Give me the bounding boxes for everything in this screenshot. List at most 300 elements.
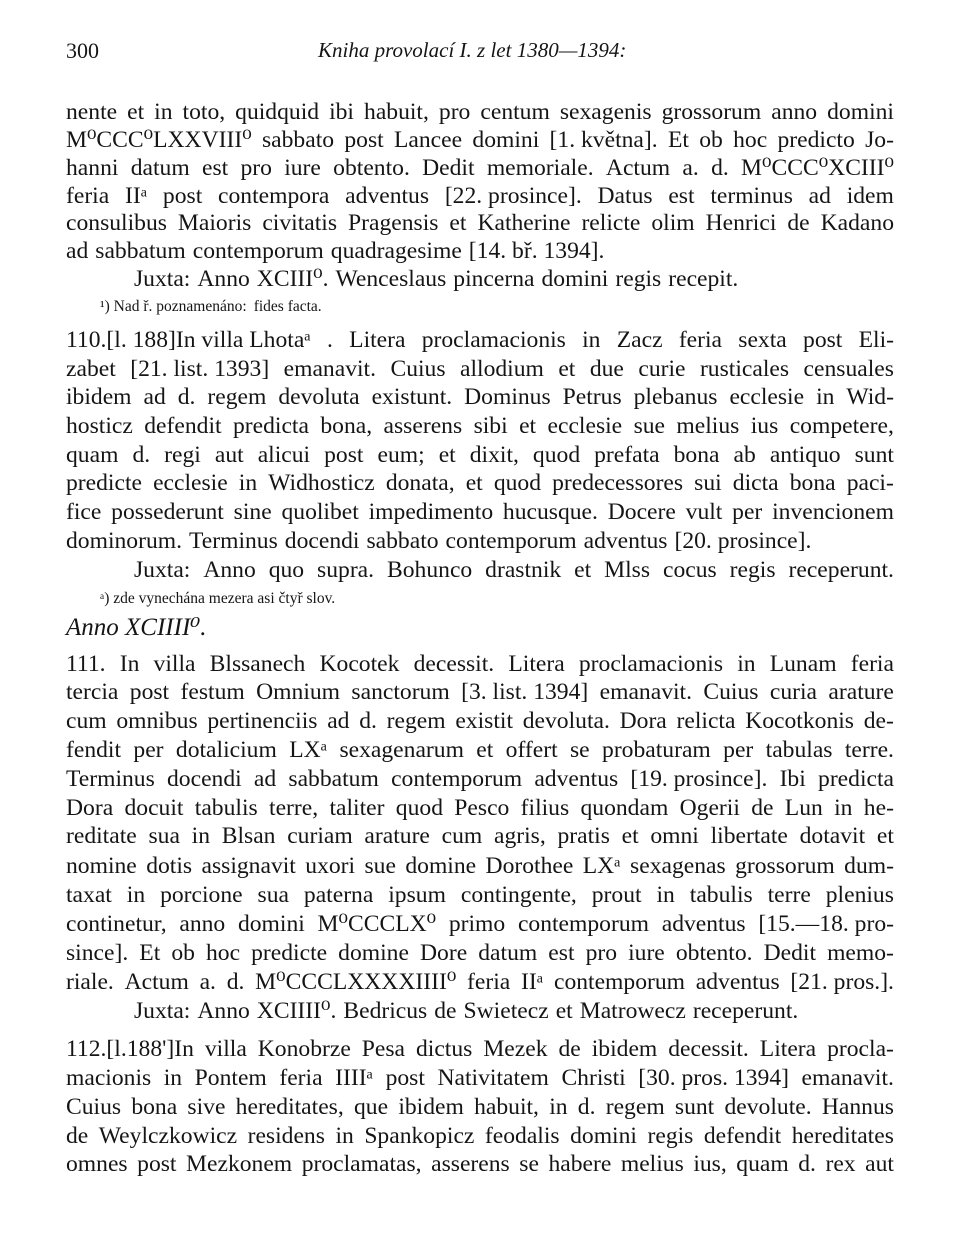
- text-line: [134, 264, 894, 294]
- word: rusticales: [699, 356, 790, 382]
- word: Datus: [597, 183, 653, 209]
- word: habere: [548, 1151, 612, 1177]
- text-line: [66, 382, 894, 412]
- word: XCIII⁰.: [256, 266, 329, 292]
- word: d.: [359, 708, 377, 734]
- word: [20. prosince].: [674, 528, 812, 554]
- word: contempora: [218, 183, 330, 209]
- word: [30. pros. 1394]: [638, 1065, 789, 1091]
- word: Widhosticz: [268, 470, 375, 496]
- word: Lunam: [769, 651, 837, 677]
- word: Pontem: [194, 1065, 267, 1091]
- word: ob: [171, 940, 195, 966]
- word: feria: [850, 651, 894, 677]
- text-line: [66, 468, 894, 498]
- word: dictus: [415, 1036, 473, 1062]
- word: Terminus: [189, 528, 278, 554]
- word: M⁰CCCLXXXXIIII⁰: [255, 969, 457, 995]
- word: curia: [769, 679, 818, 705]
- word: predicte: [251, 940, 328, 966]
- word: alicui: [257, 442, 311, 468]
- word: Dominus: [464, 384, 551, 410]
- text-line: [66, 793, 894, 823]
- text-line: [134, 996, 894, 1026]
- footnote-line: [100, 584, 894, 614]
- word: post: [385, 1065, 425, 1091]
- word: dotalicium: [175, 737, 277, 763]
- word: docendi: [167, 766, 242, 792]
- word: Blssanech: [209, 651, 306, 677]
- word: ecclesie: [729, 384, 805, 410]
- word: hucusque.: [502, 499, 598, 525]
- word: per: [732, 499, 763, 525]
- word: bona: [673, 442, 720, 468]
- word: plebanus: [633, 384, 718, 410]
- word: feria: [467, 969, 511, 995]
- word: Pesco: [454, 795, 510, 821]
- word: datum: [478, 940, 538, 966]
- word: relicta: [676, 708, 736, 734]
- word: decessit.: [668, 1036, 749, 1062]
- word: Dorothee: [485, 853, 574, 879]
- word: Anno XCIIII⁰.: [66, 614, 207, 641]
- word: sunt: [854, 442, 894, 468]
- text-line: [66, 764, 894, 794]
- word: domini: [541, 266, 609, 292]
- word: fides facta.: [253, 298, 322, 315]
- word: domini: [570, 1123, 637, 1149]
- word: et: [476, 737, 494, 763]
- word: Matrowecz: [579, 998, 686, 1024]
- text-line: [66, 1034, 894, 1064]
- word: dominorum.: [66, 528, 182, 554]
- word: IIᵃ: [521, 969, 544, 995]
- word: Juxta:: [134, 266, 191, 292]
- text-line: [66, 125, 894, 155]
- word: et: [574, 557, 592, 583]
- word: Anno: [203, 557, 256, 583]
- word: proclamatas,: [301, 1151, 422, 1177]
- word: dixit,: [469, 442, 519, 468]
- text-line: [66, 1063, 894, 1093]
- word: in: [154, 99, 173, 125]
- word: post: [129, 679, 170, 705]
- word: omnibus: [116, 708, 198, 734]
- word: bona: [131, 1094, 178, 1120]
- word: civitatis: [262, 210, 338, 236]
- word: regem: [207, 384, 267, 410]
- word: Swietecz: [463, 998, 549, 1024]
- word: bona: [789, 470, 836, 496]
- word: [14. bř. 1394].: [468, 238, 605, 264]
- word: Mezek: [483, 1036, 548, 1062]
- word: sua: [148, 823, 180, 849]
- word: Lun: [784, 795, 823, 821]
- word: pro: [438, 99, 471, 125]
- word: aut: [214, 442, 244, 468]
- word: proclamacionis: [578, 651, 724, 677]
- word: Mlss: [604, 557, 651, 583]
- text-line: [66, 1149, 894, 1179]
- word: taliter: [329, 795, 385, 821]
- word: pro: [240, 155, 272, 181]
- word: domini: [237, 911, 305, 937]
- word: regis: [647, 1123, 694, 1149]
- word: terre,: [269, 795, 319, 821]
- word: et: [127, 99, 145, 125]
- word: in: [163, 1065, 183, 1091]
- word: allodium: [459, 356, 544, 382]
- word: LXᵃ: [289, 737, 328, 763]
- word: ibidem: [66, 384, 132, 410]
- word: sibi: [473, 413, 508, 439]
- word: proclamacionis: [421, 327, 566, 353]
- text-line: [66, 880, 894, 910]
- word: Nativitatem: [437, 1065, 549, 1091]
- word: arature: [828, 679, 894, 705]
- word: devoluta: [278, 384, 360, 410]
- word: olim: [651, 210, 695, 236]
- word: vult: [685, 499, 723, 525]
- word: in: [549, 1094, 568, 1120]
- word: ibidem: [398, 1094, 464, 1120]
- text-line: [66, 677, 894, 707]
- word: obtento.: [333, 155, 410, 181]
- text-line: [66, 325, 894, 355]
- word: arature: [364, 823, 430, 849]
- word: in: [656, 882, 675, 908]
- text-line: [66, 236, 894, 266]
- word: ᵃ) zde vynechána mezera asi čtyř slov.: [100, 590, 336, 607]
- word: in: [834, 795, 853, 821]
- word: feodalis: [484, 1123, 560, 1149]
- word: Konobrze: [257, 1036, 351, 1062]
- word: ius: [750, 413, 779, 439]
- word: invencionem: [772, 499, 894, 525]
- word: cocus: [662, 557, 717, 583]
- word: [21. pros.].: [790, 969, 894, 995]
- word: ibi: [329, 99, 354, 125]
- word: memoriale.: [486, 155, 594, 181]
- word: consulibus: [66, 210, 167, 236]
- word: tabulis: [689, 882, 753, 908]
- word: M⁰CCC⁰LXXVIII⁰: [66, 127, 252, 153]
- word: est: [668, 183, 695, 209]
- word: Kocotkonis: [745, 708, 854, 734]
- word: residens: [247, 1123, 325, 1149]
- word: asserens: [383, 413, 463, 439]
- word: reditate: [66, 823, 137, 849]
- word: donata,: [385, 470, 455, 496]
- word: d.: [711, 155, 729, 181]
- word: post: [162, 183, 203, 209]
- word: tercia: [66, 679, 119, 705]
- word: tabulis: [194, 795, 258, 821]
- word: fice: [66, 499, 102, 525]
- word: nente: [66, 99, 118, 125]
- word: de: [66, 1123, 89, 1149]
- word: Dore: [420, 940, 468, 966]
- word: post: [344, 127, 384, 153]
- word: bona,: [320, 413, 373, 439]
- word: eum;: [377, 442, 425, 468]
- word: .: [327, 327, 333, 353]
- word: devolute.: [724, 1094, 812, 1120]
- word: se: [519, 1151, 539, 1177]
- word: contemporum: [192, 238, 324, 264]
- word: competere,: [789, 413, 894, 439]
- word: in: [816, 384, 835, 410]
- word: d.: [798, 1151, 816, 1177]
- text-line: [66, 208, 894, 238]
- word: hoc: [205, 940, 241, 966]
- word: omni: [650, 823, 699, 849]
- word: IIIIᵃ: [335, 1065, 374, 1091]
- word: receperunt.: [788, 557, 894, 583]
- word: possederunt: [111, 499, 224, 525]
- word: Bedricus: [343, 998, 428, 1024]
- word: que: [354, 1094, 389, 1120]
- word: [21. list. 1393]: [130, 356, 270, 382]
- word: iure: [628, 940, 665, 966]
- word: dotis: [146, 853, 193, 879]
- word: ob: [699, 127, 723, 153]
- word: curiam: [287, 823, 353, 849]
- word: est: [548, 940, 575, 966]
- word: in: [335, 1123, 354, 1149]
- word: he-: [863, 795, 894, 821]
- word: melius: [676, 413, 740, 439]
- word: quam: [66, 442, 119, 468]
- text-line: [66, 1121, 894, 1151]
- word: sexagenarum: [339, 737, 464, 763]
- word: Anno: [197, 998, 250, 1024]
- word: in: [191, 823, 210, 849]
- text-line: [134, 555, 894, 585]
- word: M⁰CCCLX⁰: [317, 911, 437, 937]
- word: centum: [480, 99, 550, 125]
- page-number: 300: [66, 38, 99, 63]
- word: sabbatum: [95, 238, 186, 264]
- word: receperunt.: [692, 998, 799, 1024]
- word: terre: [767, 882, 811, 908]
- word: pertinenciis: [207, 708, 318, 734]
- word: Dedit: [763, 940, 816, 966]
- word: melius: [620, 1151, 684, 1177]
- word: ipsum: [388, 882, 446, 908]
- word: in: [126, 882, 146, 908]
- word: dum-: [844, 853, 894, 879]
- word: regis: [615, 266, 662, 292]
- word: Katherine: [477, 210, 571, 236]
- word: de-: [863, 708, 894, 734]
- word: terre.: [844, 737, 894, 763]
- word: ab: [733, 442, 756, 468]
- word: Pragensis: [348, 210, 439, 236]
- word: d.: [177, 384, 196, 410]
- word: censuales: [803, 356, 894, 382]
- word: porcione: [160, 882, 243, 908]
- word: Mezkonem: [186, 1151, 293, 1177]
- word: dicta: [732, 470, 779, 496]
- word: since].: [66, 940, 129, 966]
- word: Spankopicz: [364, 1123, 475, 1149]
- word: rex: [825, 1151, 856, 1177]
- word: agris,: [493, 823, 546, 849]
- word: et: [558, 356, 576, 382]
- word: Blsan: [221, 823, 276, 849]
- word: iure: [284, 155, 321, 181]
- word: decessit.: [413, 651, 495, 677]
- word: hereditates: [791, 1123, 894, 1149]
- word: quolibet: [281, 499, 359, 525]
- word: [3. list. 1394]: [461, 679, 589, 705]
- word: et: [555, 998, 573, 1024]
- word: prefata: [594, 442, 660, 468]
- word: Litera: [508, 651, 565, 677]
- word: ad: [253, 766, 277, 792]
- word: Cuius: [66, 1094, 122, 1120]
- word: Dora: [619, 708, 667, 734]
- word: terminus: [710, 183, 793, 209]
- word: recepit.: [668, 266, 739, 292]
- word: adventus: [661, 911, 746, 937]
- word: Juxta:: [134, 557, 191, 583]
- section-heading: [66, 613, 894, 643]
- word: tabulas: [765, 737, 833, 763]
- text-line: [66, 649, 894, 679]
- word: ad: [808, 183, 831, 209]
- word: in: [737, 651, 756, 677]
- word: supra.: [317, 557, 375, 583]
- word: docuit: [124, 795, 184, 821]
- word: d.: [226, 969, 245, 995]
- text-line: [66, 354, 894, 384]
- word: Juxta:: [134, 998, 191, 1024]
- word: sui: [694, 470, 722, 496]
- word: d.: [577, 1094, 596, 1120]
- word: Actum: [605, 155, 671, 181]
- word: d.: [132, 442, 151, 468]
- word: sabbato: [261, 127, 335, 153]
- word: adventus: [695, 969, 780, 995]
- word: existit: [455, 708, 513, 734]
- word: contemporum: [517, 911, 649, 937]
- word: sexagenas: [630, 853, 726, 879]
- word: anno: [771, 99, 818, 125]
- word: Et: [667, 127, 689, 153]
- word: taxat: [66, 882, 112, 908]
- word: [22. prosince].: [444, 183, 582, 209]
- word: Kadano: [820, 210, 894, 236]
- word: et: [449, 210, 467, 236]
- word: habuit,: [474, 1094, 539, 1120]
- word: Actum: [124, 969, 189, 995]
- word: ibidem: [591, 1036, 658, 1062]
- word: Pesa: [361, 1036, 406, 1062]
- word: plenius: [825, 882, 894, 908]
- word: Christi: [561, 1065, 626, 1091]
- word: Hannus: [821, 1094, 894, 1120]
- word: sanctorum: [351, 679, 450, 705]
- word: sunt: [674, 1094, 715, 1120]
- word: et: [438, 442, 456, 468]
- text-line: [66, 735, 894, 765]
- word: et: [621, 823, 639, 849]
- word: et: [519, 413, 537, 439]
- word: probaturam: [602, 737, 711, 763]
- word: prout: [591, 882, 642, 908]
- text-line: [66, 967, 894, 997]
- word: pratis: [557, 823, 610, 849]
- word: ¹) Nad ř. poznamenáno:: [100, 298, 247, 315]
- word: feria: [678, 327, 723, 353]
- word: de: [434, 998, 457, 1024]
- word: idem: [846, 183, 894, 209]
- word: defendit: [144, 413, 222, 439]
- word: ecclesie: [153, 470, 228, 496]
- word: domine: [405, 853, 477, 879]
- word: est: [201, 155, 229, 181]
- word: [15.—18. pro-: [758, 911, 894, 937]
- word: Terminus: [66, 766, 155, 792]
- word: memo-: [827, 940, 894, 966]
- word: Dedit: [422, 155, 475, 181]
- word: assignavit: [201, 853, 296, 879]
- word: Dora: [66, 795, 114, 821]
- word: Wid-: [846, 384, 894, 410]
- text-line: [66, 706, 894, 736]
- word: ad: [143, 384, 166, 410]
- word: docendi: [284, 528, 360, 554]
- word: quo: [268, 557, 305, 583]
- word: quadragesime: [330, 238, 462, 264]
- word: Jo-: [865, 127, 894, 153]
- word: predecessores: [552, 470, 684, 496]
- word: cum: [441, 823, 483, 849]
- word: quam: [736, 1151, 789, 1177]
- word: ecclesie: [547, 413, 623, 439]
- word: antiquo: [769, 442, 841, 468]
- word: hereditates,: [235, 1094, 344, 1120]
- word: pro: [585, 940, 618, 966]
- word: predicto: [777, 127, 855, 153]
- word: emanavit.: [801, 1065, 894, 1091]
- word: Anno: [197, 266, 250, 292]
- word: Weylczkowicz: [98, 1123, 238, 1149]
- text-line: [66, 181, 894, 211]
- word: Omnium: [256, 679, 341, 705]
- word: devoluta.: [522, 708, 610, 734]
- footnote-line: [100, 292, 894, 322]
- word: sine: [233, 499, 272, 525]
- word: Ogerii: [679, 795, 740, 821]
- word: paci-: [846, 470, 894, 496]
- word: feria: [279, 1065, 323, 1091]
- word: uxori: [305, 853, 356, 879]
- word: asserens: [431, 1151, 510, 1177]
- word: sue: [364, 853, 396, 879]
- word: [1. května].: [549, 127, 658, 153]
- word: hoc: [733, 127, 768, 153]
- word: aut: [865, 1151, 894, 1177]
- word: predicta: [232, 413, 309, 439]
- text-line: [66, 440, 894, 470]
- word: due: [589, 356, 624, 382]
- word: sabbato: [366, 528, 439, 554]
- word: hosticz: [66, 413, 133, 439]
- word: sua: [257, 882, 289, 908]
